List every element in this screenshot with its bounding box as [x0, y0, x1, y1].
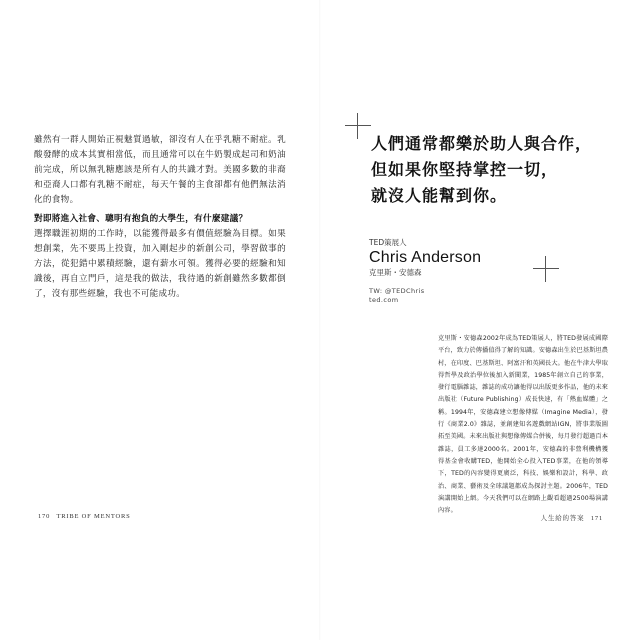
page-number: 171 [590, 515, 603, 522]
mentor-role: TED策展人 [369, 238, 407, 247]
mentor-bio: 克里斯・安德森2002年成為TED策展人，將TED發展成國際平台，致力於傳播值得了解的知識。安德森出生於巴基斯坦農村，在印度、巴基斯坦、阿富汗和英國長大。他在牛津大學取得哲學及政治學位後加入新聞業，1985年創立自己的事業，發行電腦雜誌，雜誌的成功讓他得以出版更多作品，他的未來出版社（Future Publishing）成長快速，有「熱血媒體」之稱。1994年，安德森建立想像傳媒（Imagine Media），發行《商業2.0》雜誌，並創建知名遊戲網站IGN，將事業版圖拓至美國。未來出版社與想像傳媒合併後，每月發行超過百本雜誌，員工多達2000名。2001年，安德森的非營利機構獲得基金會收購TED，他開始全心投入TED事業，在他的領導下，TED的內容變得更廣泛，科技、娛樂和設計，科學、政治、商業、藝術及全球議題都成為探討主題。2006年，TED演講開始上網。今天我們可以在網路上觀看超過2500場演講內容。 [438, 335, 608, 515]
mentor-name-english: Chris Anderson [369, 249, 482, 266]
right-folio [541, 513, 607, 522]
pull-quote-line: 人們通常都樂於助人與合作， [371, 134, 593, 153]
body-paragraph: 選擇職涯初期的工作時，以能獲得最多有價值經驗為目標。如果想創業，先不要馬上投資，加入剛起步的新創公司，學習做事的方法，從犯錯中累積經驗，還有薪水可領。獲得必要的經驗和知識後，再自立門戶，這是我的做法，我待過的新創雖然多數都倒了，沒有那些經驗，我也不可能成功。 [34, 229, 286, 299]
left-folio [34, 513, 131, 520]
mentor-profile [369, 238, 609, 278]
twitter-handle: TW: @TEDChris [369, 287, 425, 295]
left-page-body [34, 133, 286, 306]
running-head: 人生給的答案 [540, 515, 585, 522]
mentor-contacts [369, 287, 425, 305]
running-head: TRIBE OF MENTORS [56, 513, 131, 520]
interview-question: 對即將進入社會、聰明有抱負的大學生，有什麼建議？ [34, 214, 248, 224]
mentor-name-chinese: 克里斯・安德森 [369, 268, 422, 277]
website-url: ted.com [369, 296, 399, 304]
pull-quote-line: 但如果你堅持掌控一切， [371, 160, 559, 179]
body-paragraph: 雖然有一群人開始正視魅質過敏，卻沒有人在乎乳糖不耐症。乳酸發酵的成本其實相當低，而且通常可以在牛奶製成起司和奶油前完成，所以無乳糖應該是所有人的共識才對。美國多數的非裔和亞裔人口都有乳糖不耐症，每天午餐的主食卻都有他們無法消化的食物。 [34, 135, 286, 205]
page-number: 170 [38, 513, 51, 520]
pull-quote-line: 就沒人能幫到你。 [371, 186, 508, 205]
pull-quote [371, 131, 621, 209]
crosshair-mark-icon [345, 113, 371, 139]
